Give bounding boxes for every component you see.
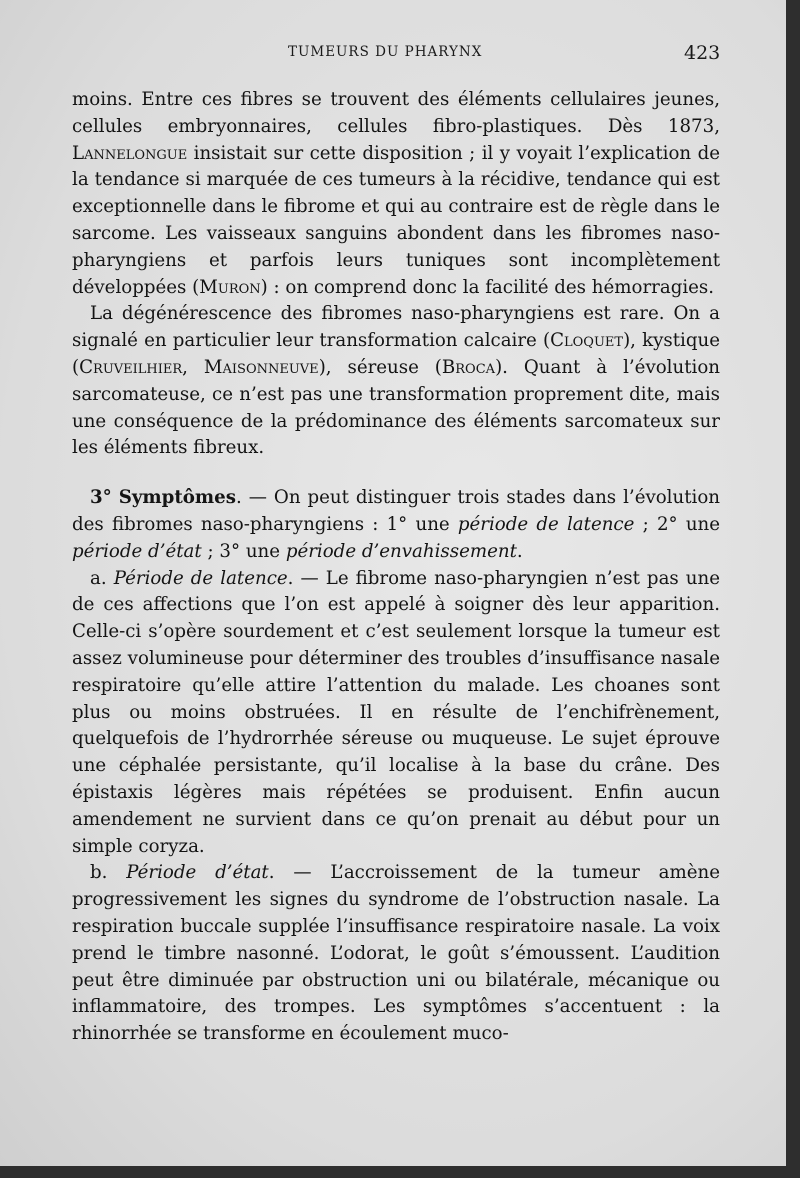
running-title: TUMEURS DU PHARYNX xyxy=(288,44,483,60)
subsection-heading: Période de latence xyxy=(113,567,288,589)
text-run: , xyxy=(182,356,204,378)
body-text xyxy=(72,87,720,1048)
author-name: Broca xyxy=(441,356,496,378)
author-name: Cloquet xyxy=(550,330,624,352)
stage-name: période de latence xyxy=(457,513,635,535)
text-run: . — Le fibrome naso-pharyngien n’est pas une de ces affections que l’on est appelé à soigner dès leur apparition. Celle-ci s’opère sourdement et c’est seulement lorsque la tumeur est assez volumineuse pour déterminer des troubles d’insuffisance nasale respiratoire qu’elle attire l’attention du malade. Les choanes sont plus ou moins obstruées. Il en résulte de l’enchifrènement, quelquefois de l’hydrorrhée séreuse ou muqueuse. Le sujet éprouve une céphalée persistante, qu’il localise à la base du crâne. Des épistaxis légères mais répétées se produisent. Enfin aucun amendement ne survient dans ce qu’on prenait au début pour un simple coryza. xyxy=(72,567,721,857)
paragraph-degeneration xyxy=(72,301,720,462)
text-run: . — On peut distinguer trois stades dans l’évolution des fibromes naso-pharyngiens : 1° une xyxy=(72,487,720,535)
paragraph-latency xyxy=(72,566,720,861)
author-name: Lannelongue xyxy=(72,142,188,164)
paragraph-state xyxy=(72,860,720,1048)
item-label: a. xyxy=(90,567,114,589)
page-header xyxy=(0,44,786,68)
text-run: ). Quant à l’évolution sarcomateuse, ce n’est pas une transformation proprement dite, mais une conséquence de la prédominance des éléments sarcomateux sur les éléments fibreux. xyxy=(72,356,720,459)
text-run: insistait sur cette disposition ; il y voyait l’explication de la tendance si marquée de ces tumeurs à la récidive, tendance qui est exceptionnelle dans le fibrome et qui au contraire est de règle dans le sarcome. Les vaisseaux sanguins abondent dans les fibromes naso-pharyngiens et parfois leurs tuniques sont incomplètement développées ( xyxy=(72,142,720,298)
text-run: ; 3° une xyxy=(201,540,286,562)
subsection-heading: Période d’état xyxy=(126,862,269,884)
author-name: Cruveilhier xyxy=(79,356,183,378)
section-gap xyxy=(72,462,720,485)
author-name: Maisonneuve xyxy=(203,356,319,378)
page-number: 423 xyxy=(684,42,721,64)
stage-name: période d’état xyxy=(72,540,202,562)
text-run: ), kystique ( xyxy=(72,330,720,378)
text-run: La dégénérescence des fibromes naso-pharyngiens est rare. On a signalé en particulier leur transformation calcaire ( xyxy=(72,303,720,352)
text-run: . xyxy=(516,540,523,562)
paragraph-histology xyxy=(72,87,720,301)
text-run: ), séreuse ( xyxy=(318,356,442,378)
section-heading: Symptômes xyxy=(118,487,236,509)
author-name: Muron xyxy=(199,276,261,298)
section-number: 3° xyxy=(90,487,112,509)
stage-name: période d’envahissement xyxy=(285,540,517,562)
text-run: moins. Entre ces fibres se trouvent des éléments cellulaires jeunes, cellules embryonnaires, cellules fibro-plastiques. Dès 1873, xyxy=(72,89,720,137)
text-run: . — L’accroissement de la tumeur amène progressivement les signes du syndrome de l’obstruction nasale. La respiration buccale supplée l’insuffisance respiratoire nasale. La voix prend le timbre nasonné. L’odorat, le goût s’émoussent. L’audition peut être diminuée par obstruction uni ou bilatérale, mécanique ou inflammatoire, des trompes. Les symptômes s’accentuent : la rhinorrhée se transforme en écoulement muco- xyxy=(72,862,721,1045)
text-run: ) : on comprend donc la facilité des hémorragies. xyxy=(260,276,715,298)
item-label: b. xyxy=(90,862,127,884)
paragraph-symptoms xyxy=(72,485,720,565)
text-run: ; 2° une xyxy=(634,513,721,535)
